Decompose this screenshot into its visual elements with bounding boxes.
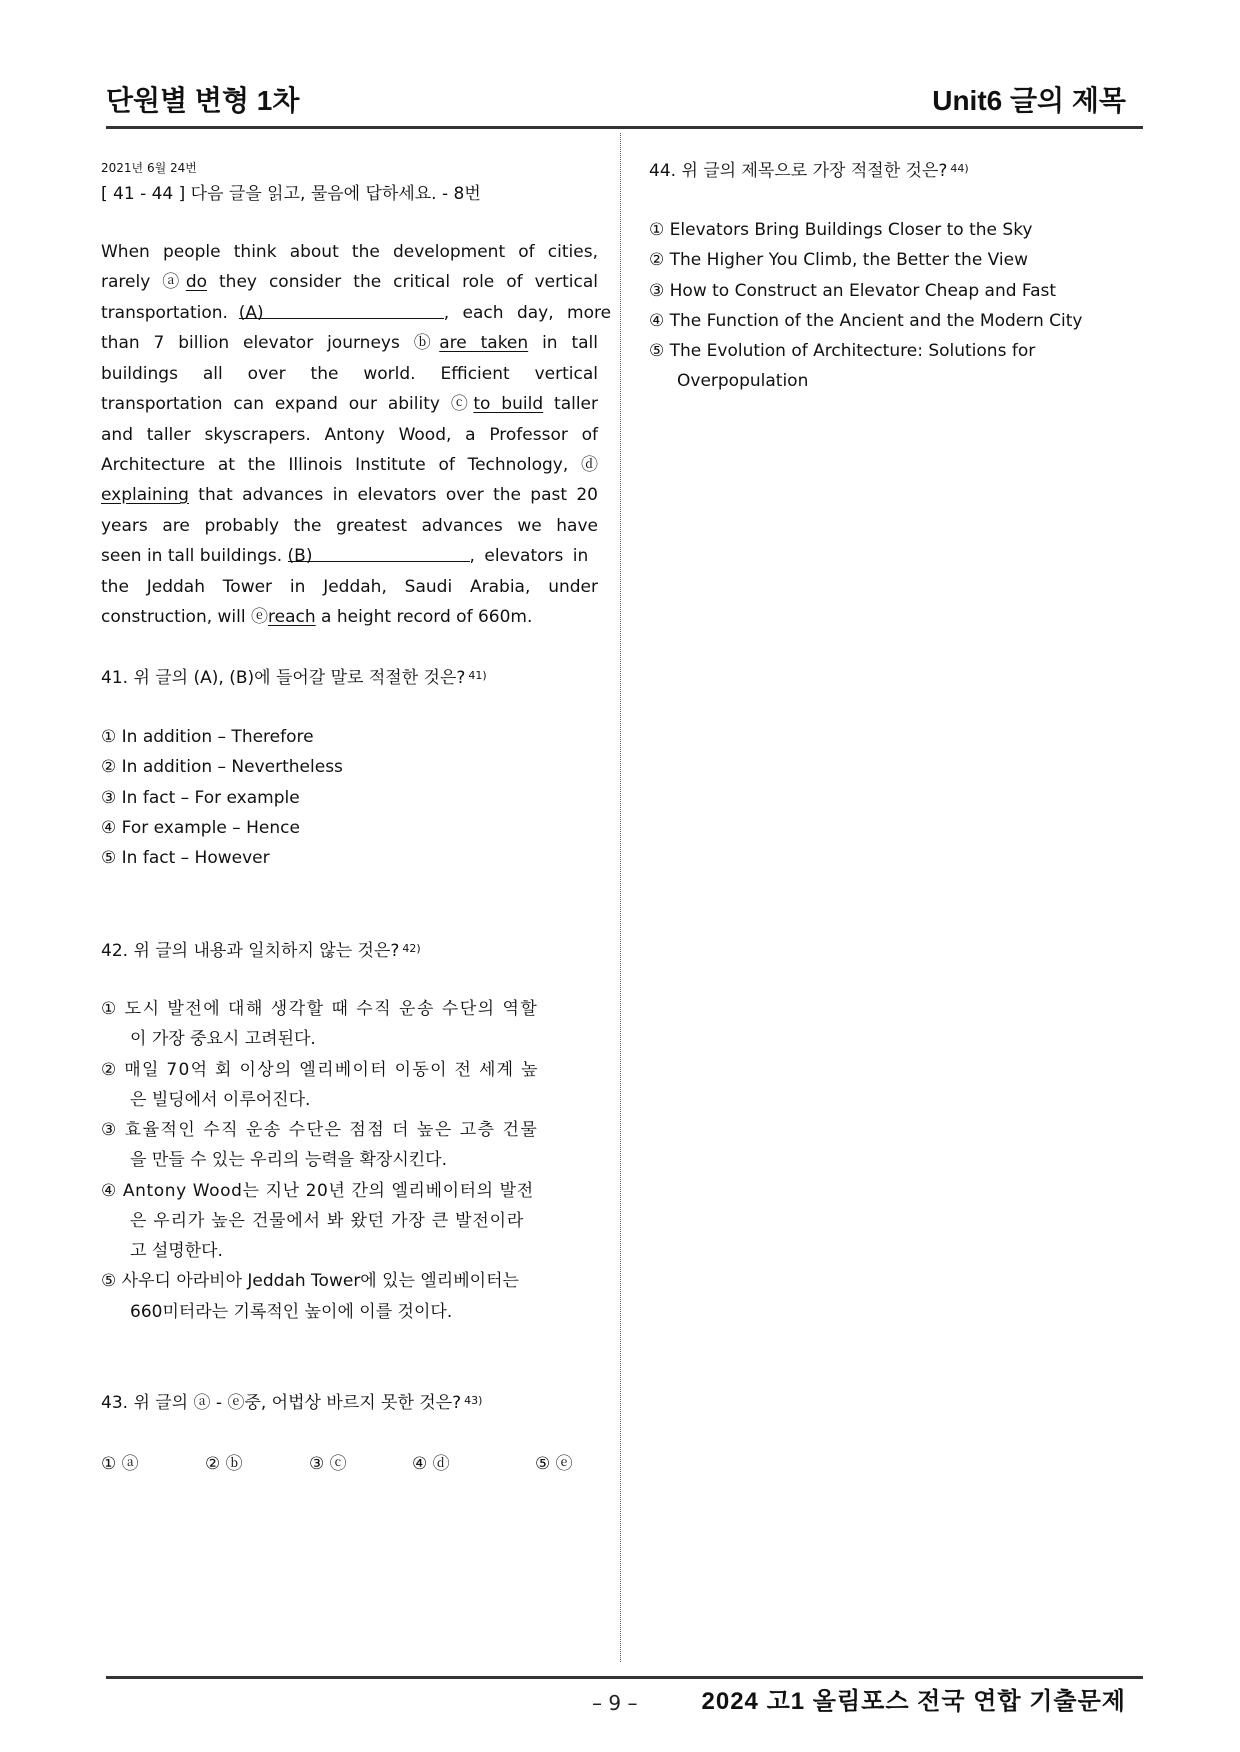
passage-text: transportation can expand our ability ⓒ [101, 394, 474, 414]
option-line: ③ 효율적인 수직 운송 수단은 점점 더 높은 고층 건물 [101, 1120, 539, 1140]
passage-line [101, 450, 598, 480]
passage-line [101, 389, 598, 419]
footnote-ref: 44) [950, 162, 969, 175]
option-line: ⑤ The Evolution of Architecture: Solutions for [649, 341, 1036, 361]
q43-question [101, 1386, 482, 1418]
passage-line [101, 298, 612, 328]
option-line: ④ Antony Wood는 지난 20년 간의 엘리베이터의 발전 [101, 1181, 534, 1201]
q43-option-1[interactable]: ① ⓐ [101, 1454, 139, 1474]
passage-text: than 7 billion elevator journeys ⓑ [101, 333, 440, 353]
footnote-ref: 43) [464, 1394, 483, 1407]
option-line: 660미터라는 기록적인 높이에 이를 것이다. [130, 1302, 453, 1322]
passage-line [101, 572, 598, 602]
q43-option-3[interactable]: ③ ⓒ [309, 1454, 347, 1474]
passage-text: , each day, more [443, 303, 612, 323]
underlined-d: explaining [101, 485, 189, 505]
passage-text: rarely ⓐ [101, 272, 186, 292]
q43-option-2[interactable]: ② ⓑ [205, 1454, 243, 1474]
q41-option-5[interactable]: ⑤ In fact – However [101, 848, 270, 868]
header-left-title: 단원별 변형 1차 [106, 85, 300, 116]
q44-option-4[interactable]: ④ The Function of the Ancient and the Modern City [649, 311, 1083, 331]
q41-option-2[interactable]: ② In addition – Nevertheless [101, 757, 343, 777]
passage-line [101, 267, 598, 297]
passage-text: and taller skyscrapers. Antony Wood, a Professor of [101, 425, 598, 445]
option-line: ① 도시 발전에 대해 생각할 때 수직 운송 수단의 역할 [101, 999, 539, 1019]
option-line: 고 설명한다. [130, 1241, 223, 1261]
footer-rule [106, 1676, 1143, 1679]
column-divider [620, 133, 621, 1662]
option-line: ② 매일 70억 회 이상의 엘리베이터 이동이 전 세계 높 [101, 1060, 539, 1080]
passage-line [101, 511, 598, 541]
passage-text: a height record of 660m. [315, 607, 533, 627]
passage-text: years are probably the greatest advances we have [101, 516, 598, 536]
q41-option-1[interactable]: ① In addition – Therefore [101, 727, 314, 747]
q44-option-2[interactable]: ② The Higher You Climb, the Better the View [649, 250, 1029, 270]
passage-text: that advances in elevators over the past 20 [188, 485, 598, 505]
passage-text: construction, will ⓔ [101, 607, 269, 627]
q44-option-3[interactable]: ③ How to Construct an Elevator Cheap and Fast [649, 281, 1057, 301]
source-label: 2021년 6월 24번 [101, 161, 197, 175]
q41-question [101, 661, 487, 693]
passage-line [101, 328, 598, 358]
option-line: Overpopulation [677, 371, 809, 391]
option-line: ⑤ 사우디 아라비아 Jeddah Tower에 있는 엘리베이터는 [101, 1271, 519, 1291]
question-text: 42. 위 글의 내용과 일치하지 않는 것은? [101, 941, 400, 961]
question-text: 41. 위 글의 (A), (B)에 들어갈 말로 적절한 것은? [101, 668, 466, 688]
passage-line [101, 480, 598, 510]
passage-text: When people think about the development of cities, [101, 242, 598, 262]
header-right-title: Unit6 글의 제목 [932, 85, 1126, 116]
q44-question [649, 154, 969, 186]
blank-label: (B) [287, 546, 313, 566]
footnote-ref: 42) [402, 942, 421, 955]
underlined-b: are taken [439, 333, 529, 353]
passage-line [101, 420, 598, 450]
q44-option-1[interactable]: ① Elevators Bring Buildings Closer to the Sky [649, 220, 1033, 240]
passage-text: Architecture at the Illinois Institute of Technology, ⓓ [101, 455, 598, 475]
passage-text: taller [543, 394, 599, 414]
passage-line [101, 541, 598, 571]
q42-question [101, 934, 421, 966]
passage-text: seen in tall buildings. [101, 546, 283, 566]
footer-title: 2024 고1 올림포스 전국 연합 기출문제 [701, 1688, 1126, 1715]
option-line: 은 우리가 높은 건물에서 봐 왔던 가장 큰 발전이라 [130, 1211, 525, 1231]
passage-line [101, 602, 598, 632]
underlined-c: to build [473, 394, 544, 414]
passage-line [101, 359, 598, 389]
option-line: 을 만들 수 있는 우리의 능력을 확장시킨다. [130, 1150, 448, 1170]
instruction: [ 41 - 44 ] 다음 글을 읽고, 물음에 답하세요. - 8번 [101, 184, 481, 204]
footnote-ref: 41) [468, 669, 487, 682]
blank-B [287, 541, 470, 566]
passage-text: buildings all over the world. Efficient vertical [101, 364, 598, 384]
option-line: 이 가장 중요시 고려된다. [130, 1029, 316, 1049]
blank-A [238, 298, 444, 323]
passage-text: , elevators in [469, 546, 589, 566]
page-number: – 9 – [592, 1691, 638, 1715]
q43-option-5[interactable]: ⑤ ⓔ [535, 1454, 573, 1474]
q43-option-4[interactable]: ④ ⓓ [412, 1454, 450, 1474]
blank-label: (A) [238, 303, 264, 323]
question-text: 44. 위 글의 제목으로 가장 적절한 것은? [649, 161, 948, 181]
passage-line [101, 237, 598, 267]
header-rule [106, 126, 1143, 129]
q41-option-3[interactable]: ③ In fact – For example [101, 788, 300, 808]
passage-text: the Jeddah Tower in Jeddah, Saudi Arabia, under [101, 577, 598, 597]
q41-option-4[interactable]: ④ For example – Hence [101, 818, 300, 838]
underlined-a: do [185, 272, 208, 292]
passage-text: in tall [528, 333, 598, 353]
underlined-e: reach [268, 607, 316, 627]
passage-text: transportation. [101, 303, 228, 323]
question-text: 43. 위 글의 ⓐ - ⓔ중, 어법상 바르지 못한 것은? [101, 1393, 462, 1413]
option-line: 은 빌딩에서 이루어진다. [130, 1090, 311, 1110]
passage-text: they consider the critical role of vertical [207, 272, 598, 292]
